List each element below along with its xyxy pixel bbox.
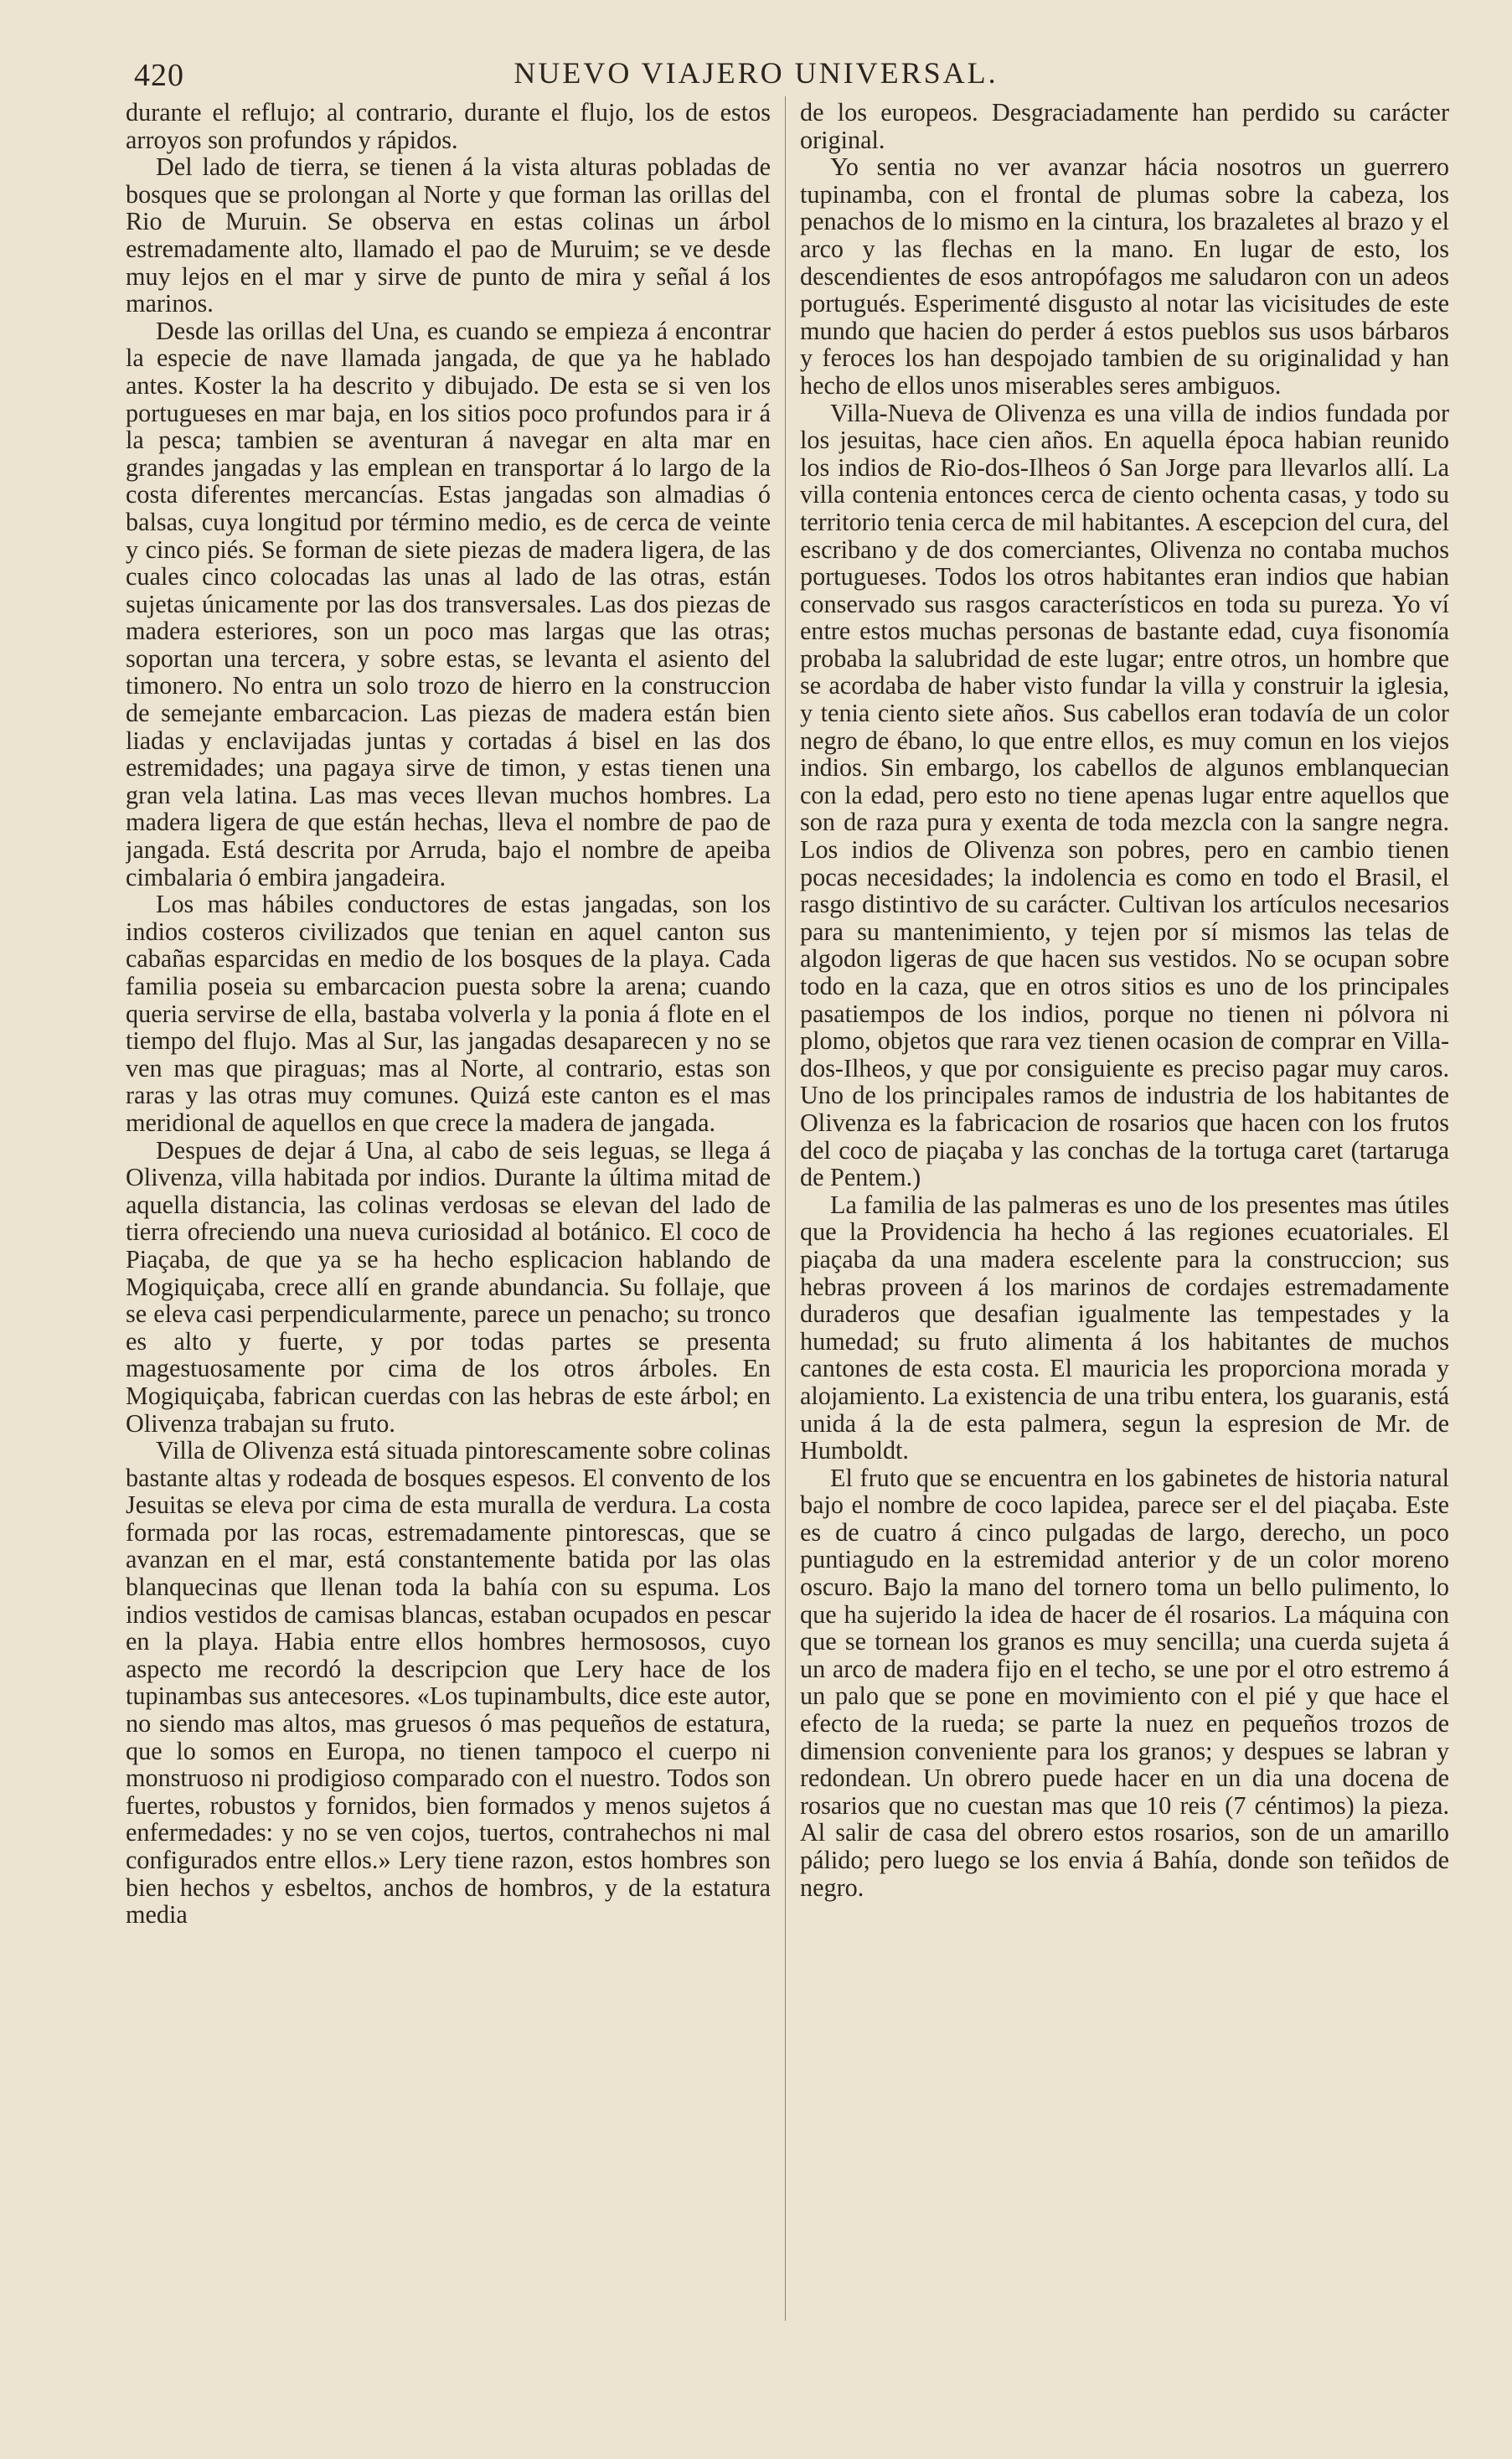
- paragraph: Despues de dejar á Una, al cabo de seis leguas, se llega á Olivenza, villa habitada por indios. Durante la última mitad de aquella distancia, las colinas verdosas se elevan del lado de tierra ofreciendo una nueva curiosidad al botánico. El coco de Piaçaba, de que ya se ha hecho esplicacion hablando de Mogiquiçaba, crece allí en grande abundancia. Su follaje, que se eleva casi perpendicularmente, parece un penacho; su tronco es alto y fuerte, y por todas partes se presenta magestuosamente por cima de los otros árboles. En Mogiquiçaba, fabrican cuerdas con las hebras de este árbol; en Olivenza trabajan su fruto.: [126, 1135, 771, 1438]
- right-column: [800, 99, 1449, 2436]
- running-title: NUEVO VIAJERO UNIVERSAL.: [513, 56, 999, 90]
- paragraph: Los mas hábiles conductores de estas jangadas, son los indios costeros civilizados que tenian en aquel canton sus cabañas esparcidas en medio de los bosques de la playa. Cada familia poseia su embarcacion puesta sobre la arena; cuando queria servirse de ella, bastaba volverla y la ponia á flote en el tiempo del flujo. Mas al Sur, las jangadas desaparecen y no se ven mas que piraguas; mas al Norte, al contrario, estas son raras y las otras muy comunes. Quizá este canton es el mas meridional de aquellos en que crece la madera de jangada.: [126, 890, 771, 1137]
- paragraph: Desde las orillas del Una, es cuando se empieza á encontrar la especie de nave llamada jangada, de que ya he hablado antes. Koster la ha descrito y dibujado. De esta se si ven los portugueses en mar baja, en los sitios poco profundos para ir á la pesca; tambien se aventuran á navegar en alta mar en grandes jangadas y las emplean en transportar á lo largo de la costa diferentes mercancías. Estas jangadas son almadias ó balsas, cuya longitud por término medio, es de cerca de veinte y cinco piés. Se forman de siete piezas de madera ligera, de las cuales cinco colocadas las unas al lado de las otras, están sujetas únicamente por las dos transversales. Las dos piezas de madera esteriores, son un poco mas largas que las otras; soportan una tercera, y sobre estas, se levanta el asiento del timonero. No entra un solo trozo de hierro en la construccion de semejante embarcacion. Las piezas de madera están bien liadas y enclavijadas juntas y cortadas á bisel en las dos estremidades; una pagaya sirve de timon, y estas tienen una gran vela latina. Las mas veces llevan muchos hombres. La madera ligera de que están hechas, lleva el nombre de pao de jangada. Está descrita por Arruda, bajo el nombre de apeiba cimbalaria ó embira jangadeira.: [126, 316, 771, 891]
- paragraph: de los europeos. Desgraciadamente han perdido su carácter original.: [800, 99, 1449, 154]
- column-divider: [785, 96, 786, 2321]
- paragraph: durante el reflujo; al contrario, durante el flujo, los de estos arroyos son profundos y rápidos.: [126, 99, 771, 154]
- paragraph: Villa-Nueva de Olivenza es una villa de indios fundada por los jesuitas, hace cien años. En aquella época habian reunido los indios de Rio-dos-Ilheos ó San Jorge para llevarlos allí. La villa contenia entonces cerca de ciento ochenta casas, y todo su territorio tenia cerca de mil habitantes. A escepcion del cura, del escribano y de dos comerciantes, Olivenza no contaba muchos portugueses. Todos los otros habitantes eran indios que habian conservado sus rasgos característicos en toda su pureza. Yo ví entre estos muchas personas de bastante edad, cuya fisonomía probaba la salubridad de este lugar; entre otros, un hombre que se acordaba de haber visto fundar la villa y construir la iglesia, y tenia ciento siete años. Sus cabellos eran todavía de un color negro de ébano, lo que entre ellos, es muy comun en los viejos indios. Sin embargo, los cabellos de algunos emblanquecian con la edad, pero esto no tiene apenas lugar entre aquellos que son de raza pura y exenta de toda mezcla con la sangre negra. Los indios de Olivenza son pobres, pero en cambio tienen pocas necesidades; la indolencia es como en todo el Brasil, el rasgo distintivo de su carácter. Cultivan los artículos necesarios para su mantenimiento, y tejen por sí mismos las telas de algodon ligeras de que hacen sus vestidos. No se ocupan sobre todo en la caza, que en otros sitios es uno de los principales pasatiempos de los indios, porque no tienen ni pólvora ni plomo, objetos que rara vez tienen ocasion de comprar en Villa-dos-Ilheos, y que por consiguiente es preciso pagar muy caros. Uno de los principales ramos de industria de los habitantes de Olivenza es la fabricacion de rosarios que hacen con los frutos del coco de piaçaba y las conchas de la tortuga caret (tartaruga de Pentem.): [800, 398, 1449, 1192]
- left-column: [126, 99, 771, 2436]
- paragraph: El fruto que se encuentra en los gabinetes de historia natural bajo el nombre de coco lapidea, parece ser el del piaçaba. Este es de cuatro á cinco pulgadas de largo, derecho, un poco puntiagudo en la estremidad anterior y de un color moreno oscuro. Bajo la mano del tornero toma un bello pulimento, lo que ha sujerido la idea de hacer de él rosarios. La máquina con que se tornean los granos es muy sencilla; una cuerda sujeta á un arco de madera fijo en el techo, se une por el otro estremo á un palo que se pone en movimiento con el pié y que hace el efecto de la rueda; se parte la nuez en pequeños trozos de dimension conveniente para los granos; y despues se labran y redondean. Un obrero puede hacer en un dia una docena de rosarios que no cuestan mas que 10 reis (7 céntimos) la pieza. Al salir de casa del obrero estos rosarios, son de un amarillo pálido; pero luego se los envia á Bahía, donde son teñidos de negro.: [800, 1463, 1449, 1902]
- paragraph: Yo sentia no ver avanzar hácia nosotros un guerrero tupinamba, con el frontal de plumas sobre la cabeza, los penachos de lo mismo en la cintura, los brazaletes al brazo y el arco y las flechas en la mano. En lugar de esto, los descendientes de esos antropófagos me saludaron con un adeos portugués. Esperimenté disgusto al notar las vicisitudes de este mundo que hacien do perder á estos pueblos sus usos bárbaros y feroces los han despojado tambien de su originalidad y han hecho de ellos unos miserables seres ambiguos.: [800, 152, 1449, 400]
- paragraph: Villa de Olivenza está situada pintorescamente sobre colinas bastante altas y rodeada de bosques espesos. El convento de los Jesuitas se eleva por cima de esta muralla de verdura. La costa formada por las rocas, estremadamente pintorescas, que se avanzan en el mar, está constantemente batida por las olas blanquecinas que llenan toda la bahía con su espuma. Los indios vestidos de camisas blancas, estaban ocupados en pescar en la playa. Habia entre ellos hombres hermososos, cuyo aspecto me recordó la descripcion que Lery hace de los tupinambas sus antecesores. «Los tupinambults, dice este autor, no siendo mas altos, mas gruesos ó mas pequeños de estatura, que lo somos en Europa, no tienen tampoco el cuerpo ni monstruoso ni prodigioso comparado con el nuestro. Todos son fuertes, robustos y fornidos, bien formados y menos sujetos á enfermedades: y no se ven cojos, tuertos, contrahechos ni mal configurados entre ellos.» Lery tiene razon, estos hombres son bien hechos y esbeltos, anchos de hombros, y de la estatura media: [126, 1436, 771, 1929]
- page-number: 420: [134, 58, 184, 93]
- paragraph: La familia de las palmeras es uno de los presentes mas útiles que la Providencia ha hecho á las regiones ecuatoriales. El piaçaba da una madera escelente para la construccion; sus hebras proveen á los marinos de cordajes estremadamente duraderos que desafian igualmente las tempestades y la humedad; su fruto alimenta á los habitantes de muchos cantones de esta costa. El mauricia les proporciona morada y alojamiento. La existencia de una tribu entera, los guaranis, está unida á la de esta palmera, segun la espresion de Mr. de Humboldt.: [800, 1190, 1449, 1465]
- paragraph: Del lado de tierra, se tienen á la vista alturas pobladas de bosques que se prolongan al Norte y que forman las orillas del Rio de Muruin. Se observa en estas colinas un árbol estremadamente alto, llamado el pao de Muruim; se ve desde muy lejos en el mar y sirve de punto de mira y señal á los marinos.: [126, 152, 771, 318]
